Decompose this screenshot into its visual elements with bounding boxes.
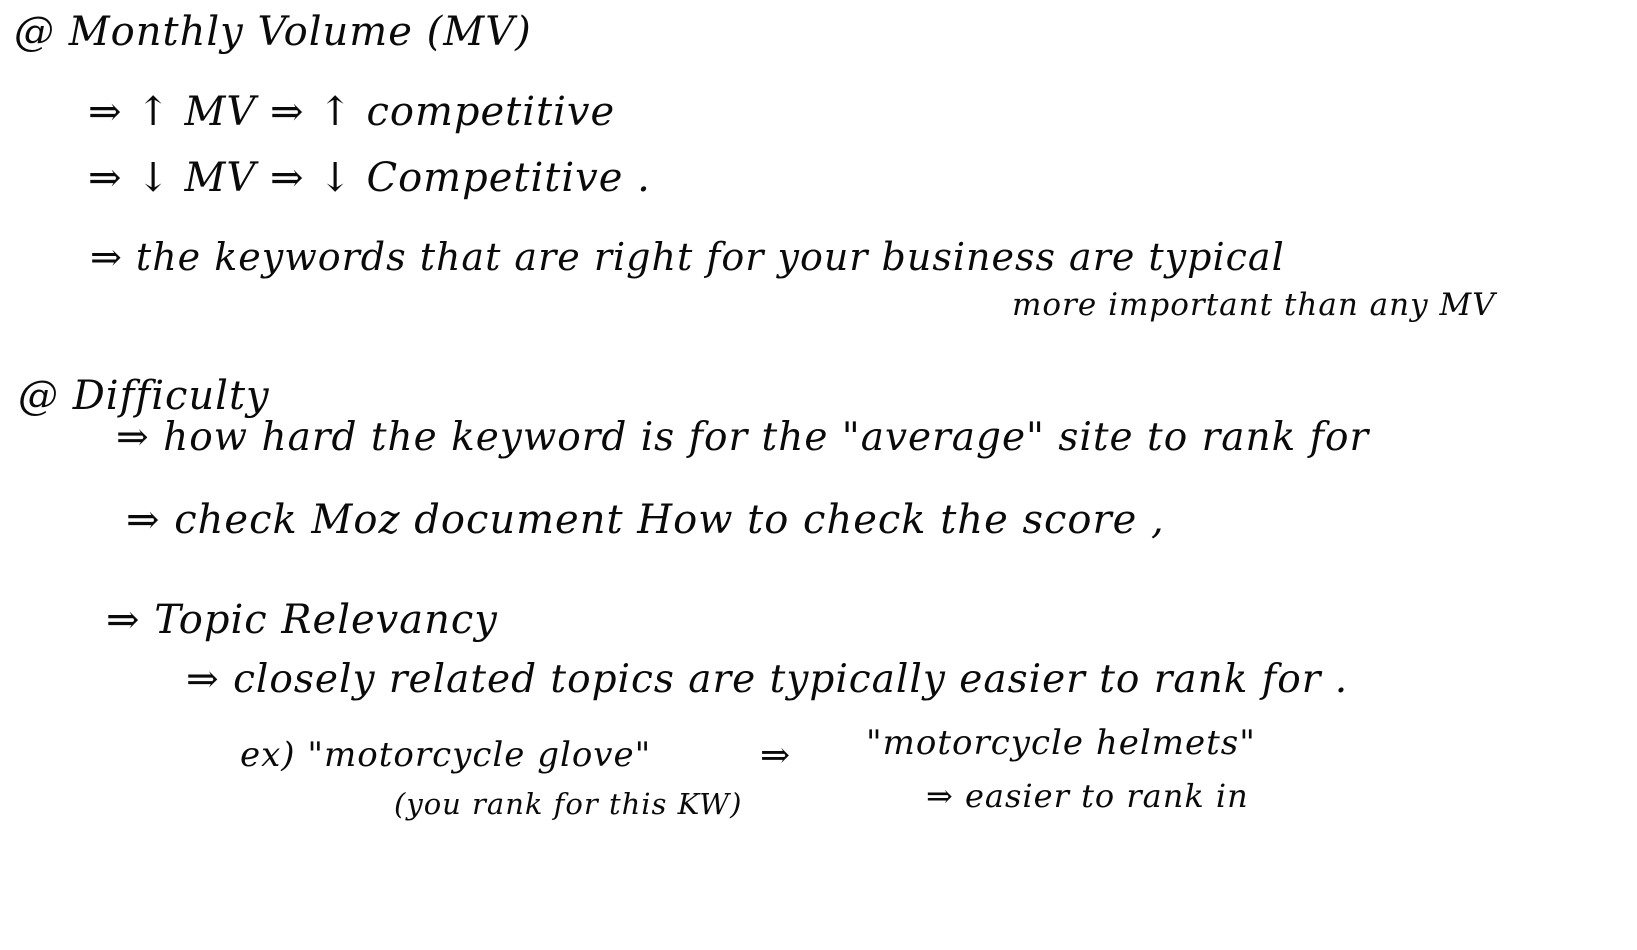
example-arrow: ⇒ [760,735,792,776]
you-rank-for-this-kw-note: (you rank for this KW) [394,787,743,821]
difficulty-definition-line: ⇒ how hard the keyword is for the "average" site to rank for [116,415,1370,460]
check-moz-document-line: ⇒ check Moz document How to check the score , [126,497,1165,543]
monthly-volume-high-line: ⇒ ↑ MV ⇒ ↑ competitive [88,89,616,135]
heading-monthly-volume: @ Monthly Volume (MV) [14,9,532,55]
topic-relevancy-heading: ⇒ Topic Relevancy [106,597,498,643]
easier-to-rank-in-note: ⇒ easier to rank in [926,777,1249,815]
monthly-volume-low-line: ⇒ ↓ MV ⇒ ↓ Competitive . [88,155,651,201]
example-motorcycle-glove: ex) "motorcycle glove" [240,735,652,775]
keywords-right-for-business-line: ⇒ the keywords that are right for your business are typical [90,235,1285,279]
more-important-than-mv-line: more important than any MV [1012,287,1496,323]
heading-difficulty: @ Difficulty [18,373,270,419]
closely-related-topics-line: ⇒ closely related topics are typically easier to rank for . [186,657,1349,702]
example-motorcycle-helmets: "motorcycle helmets" [866,723,1256,763]
